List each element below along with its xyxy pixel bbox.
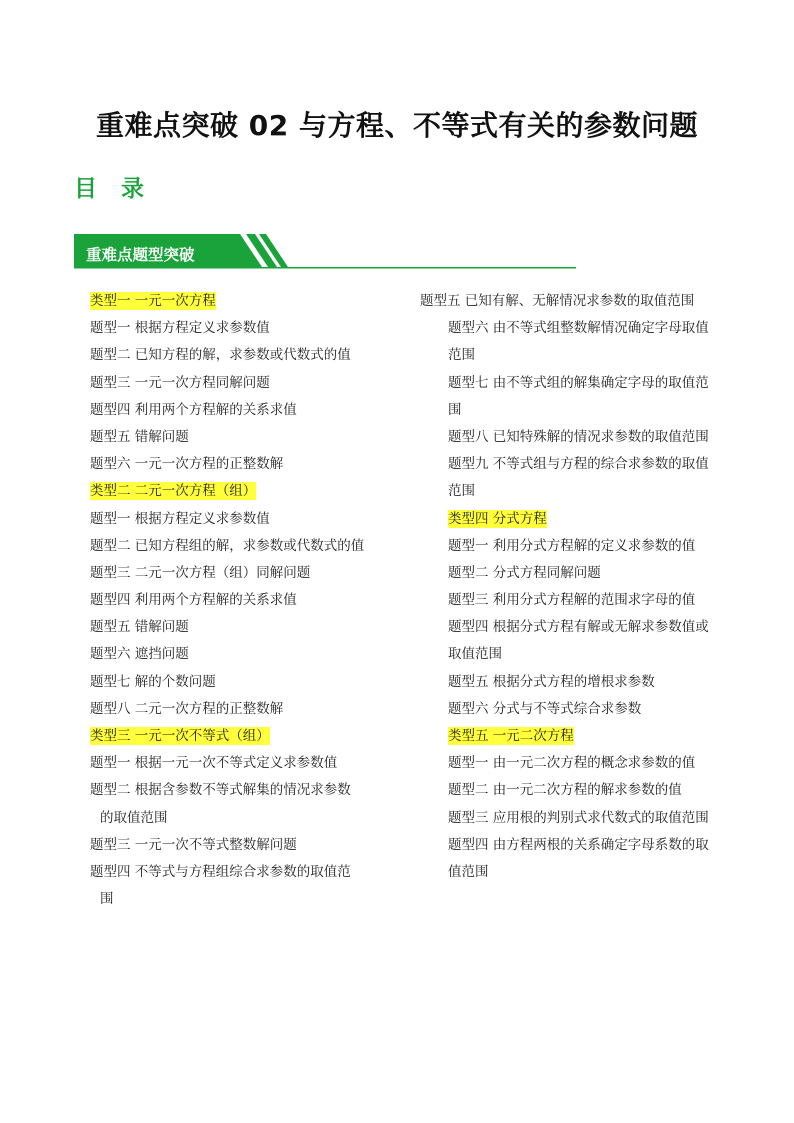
toc-item[interactable]: 题型八 二元一次方程的正整数解 — [90, 700, 284, 717]
toc-category[interactable]: 类型三 一元一次不等式（组） — [90, 728, 270, 744]
toc-right-column — [420, 288, 730, 886]
toc-category[interactable]: 类型五 一元二次方程 — [448, 728, 574, 744]
toc-item[interactable]: 题型四 利用两个方程解的关系求值 — [90, 401, 297, 418]
toc-item[interactable]: 题型六 分式与不等式综合求参数 — [448, 700, 642, 717]
toc-item-continued[interactable]: 范围 — [448, 483, 475, 500]
toc-item[interactable]: 题型三 二元一次方程（组）同解问题 — [90, 564, 311, 581]
toc-item[interactable]: 题型三 一元一次不等式整数解问题 — [90, 836, 297, 853]
toc-item[interactable]: 题型六 由不等式组整数解情况确定字母取值 — [448, 320, 709, 337]
section-banner-label: 重难点题型突破 — [86, 246, 195, 264]
toc-item[interactable]: 题型五 错解问题 — [90, 428, 189, 445]
toc-item[interactable]: 题型五 已知有解、无解情况求参数的取值范围 — [420, 293, 695, 309]
toc-item-continued[interactable]: 范围 — [448, 347, 475, 364]
toc-item[interactable]: 题型六 一元一次方程的正整数解 — [90, 456, 284, 473]
toc-item[interactable]: 题型四 不等式与方程组综合求参数的取值范 — [90, 863, 351, 880]
toc-category[interactable]: 类型一 一元一次方程 — [90, 293, 216, 309]
toc-heading: 目 录 — [74, 176, 153, 202]
toc-item[interactable]: 题型一 利用分式方程解的定义求参数的值 — [448, 537, 696, 554]
toc-item[interactable]: 题型二 由一元二次方程的解求参数的值 — [448, 782, 682, 799]
toc-item[interactable]: 题型二 已知方程的解，求参数或代数式的值 — [90, 347, 351, 364]
toc-item-continued[interactable]: 围 — [100, 891, 114, 908]
toc-item[interactable]: 题型四 由方程两根的关系确定字母系数的取 — [448, 836, 709, 853]
toc-item[interactable]: 题型三 应用根的判别式求代数式的取值范围 — [448, 809, 709, 826]
toc-item-continued[interactable]: 取值范围 — [448, 646, 502, 663]
toc-item[interactable]: 题型二 根据含参数不等式解集的情况求参数 — [90, 782, 351, 799]
toc-item-continued[interactable]: 的取值范围 — [100, 809, 168, 826]
toc-item[interactable]: 题型八 已知特殊解的情况求参数的取值范围 — [448, 428, 709, 445]
toc-item-continued[interactable]: 值范围 — [448, 863, 489, 880]
toc-item[interactable]: 题型三 利用分式方程解的范围求字母的值 — [448, 592, 696, 609]
toc-item[interactable]: 题型一 根据方程定义求参数值 — [90, 320, 270, 337]
toc-left-column — [90, 288, 390, 913]
toc-item[interactable]: 题型四 利用两个方程解的关系求值 — [90, 592, 297, 609]
toc-item[interactable]: 题型一 根据方程定义求参数值 — [90, 510, 270, 527]
document-title: 重难点突破 02 与方程、不等式有关的参数问题 — [96, 109, 698, 142]
toc-item[interactable]: 题型二 已知方程组的解，求参数或代数式的值 — [90, 537, 365, 554]
toc-item[interactable]: 题型一 由一元二次方程的概念求参数的值 — [448, 755, 696, 772]
toc-category[interactable]: 类型二 二元一次方程（组） — [90, 483, 257, 500]
toc-item[interactable]: 题型六 遮挡问题 — [90, 646, 189, 663]
toc-item[interactable]: 题型三 一元一次方程同解问题 — [90, 374, 270, 391]
toc-item[interactable]: 题型九 不等式组与方程的综合求参数的取值 — [448, 456, 709, 473]
toc-item[interactable]: 题型七 由不等式组的解集确定字母的取值范 — [448, 374, 709, 391]
toc-item[interactable]: 题型五 根据分式方程的增根求参数 — [448, 673, 655, 690]
toc-category[interactable]: 类型四 分式方程 — [448, 510, 547, 527]
toc-item-continued[interactable]: 围 — [448, 401, 462, 418]
toc-item[interactable]: 题型五 错解问题 — [90, 619, 189, 636]
toc-item[interactable]: 题型一 根据一元一次不等式定义求参数值 — [90, 755, 338, 772]
toc-item[interactable]: 题型四 根据分式方程有解或无解求参数值或 — [448, 619, 709, 636]
toc-item[interactable]: 题型二 分式方程同解问题 — [448, 564, 601, 581]
toc-item[interactable]: 题型七 解的个数问题 — [90, 673, 216, 690]
